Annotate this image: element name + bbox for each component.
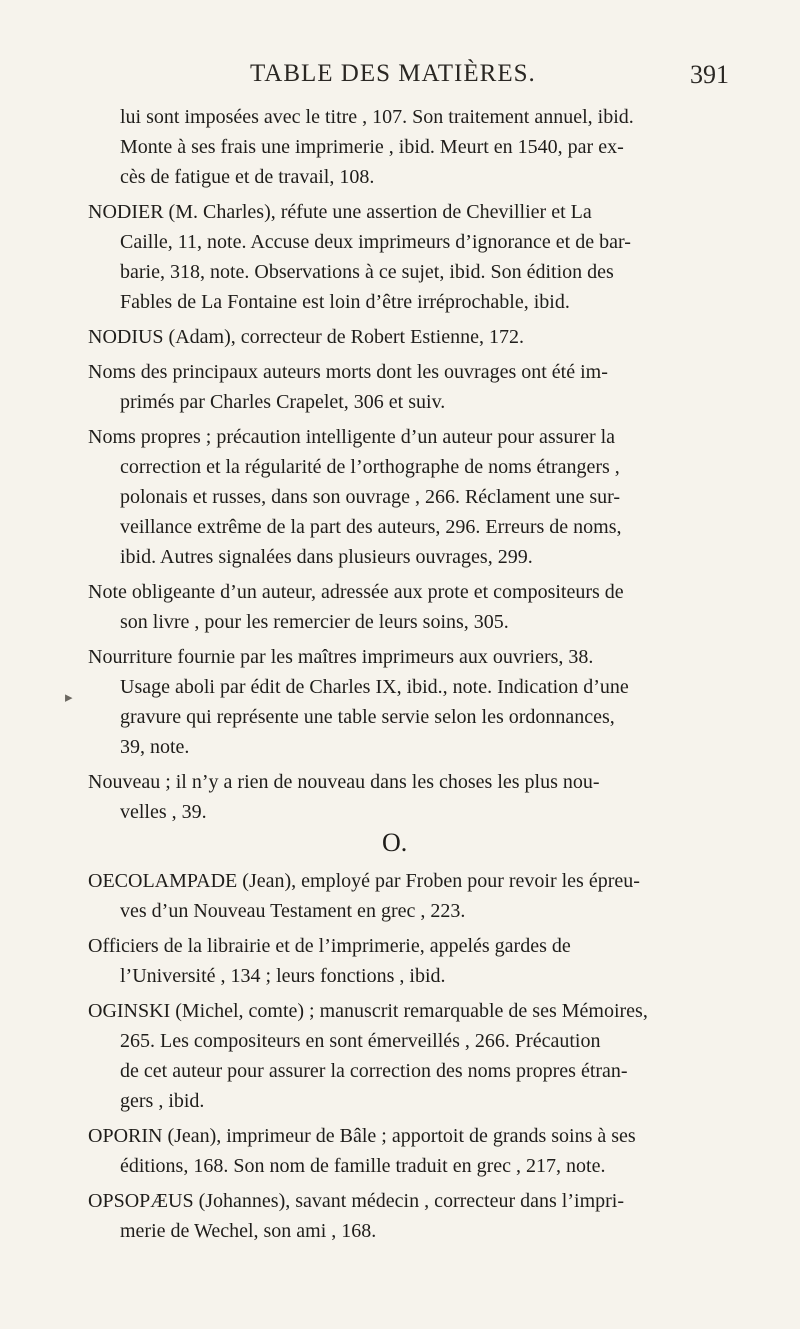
entry-line: éditions, 168. Son nom de famille traduit en grec , 217, note.	[120, 1155, 606, 1177]
entry-line: Usage aboli par édit de Charles IX, ibid., note. Indication d’une	[120, 676, 629, 698]
entry-line: correction et la régularité de l’orthographe de noms étrangers ,	[120, 456, 620, 478]
entry-line: ves d’un Nouveau Testament en grec , 223.	[120, 900, 466, 922]
section-letter-o: O.	[382, 828, 408, 857]
entry-line: lui sont imposées avec le titre , 107. Son traitement annuel, ibid.	[120, 106, 634, 128]
entry-line: merie de Wechel, son ami , 168.	[120, 1220, 377, 1242]
entry-line: gers , ibid.	[120, 1090, 205, 1112]
entry-line: ibid. Autres signalées dans plusieurs ouvrages, 299.	[120, 546, 533, 568]
entry-line: gravure qui représente une table servie selon les ordonnances,	[120, 706, 615, 728]
entry-line: veillance extrême de la part des auteurs, 296. Erreurs de noms,	[120, 516, 622, 538]
entry-line: Noms propres ; précaution intelligente d’un auteur pour assurer la	[88, 426, 616, 448]
entry-line: Nouveau ; il n’y a rien de nouveau dans les choses les plus nou-	[88, 771, 600, 793]
entry-line: Fables de La Fontaine est loin d’être irréprochable, ibid.	[120, 291, 570, 313]
entry-line: cès de fatigue et de travail, 108.	[120, 166, 375, 188]
entry-line: OPSOPÆUS (Johannes), savant médecin , correcteur dans l’impri-	[88, 1190, 624, 1212]
entry-line: Note obligeante d’un auteur, adressée aux prote et compositeurs de	[88, 581, 624, 603]
entry-line: 265. Les compositeurs en sont émerveillés , 266. Précaution	[120, 1030, 601, 1052]
page-number: 391	[690, 60, 729, 89]
entry-line: de cet auteur pour assurer la correction des noms propres étran-	[120, 1060, 628, 1082]
entry-line: l’Université , 134 ; leurs fonctions , ibid.	[120, 965, 446, 987]
entry-line: OGINSKI (Michel, comte) ; manuscrit remarquable de ses Mémoires,	[88, 1000, 648, 1022]
entry-line: NODIUS (Adam), correcteur de Robert Estienne, 172.	[88, 326, 524, 348]
entry-line: OECOLAMPADE (Jean), employé par Froben pour revoir les épreu-	[88, 870, 640, 892]
entry-line: OPORIN (Jean), imprimeur de Bâle ; apportoit de grands soins à ses	[88, 1125, 636, 1147]
entry-line: Monte à ses frais une imprimerie , ibid. Meurt en 1540, par ex-	[120, 136, 624, 158]
entry-line: primés par Charles Crapelet, 306 et suiv.	[120, 391, 446, 413]
entry-line: 39, note.	[120, 736, 190, 758]
entry-line: NODIER (M. Charles), réfute une assertion de Chevillier et La	[88, 201, 592, 223]
entry-line: Officiers de la librairie et de l’imprimerie, appelés gardes de	[88, 935, 571, 957]
running-title: TABLE DES MATIÈRES.	[250, 60, 536, 87]
entry-line: velles , 39.	[120, 801, 207, 823]
entry-line: Caille, 11, note. Accuse deux imprimeurs d’ignorance et de bar-	[120, 231, 631, 253]
entry-line: barie, 318, note. Observations à ce sujet, ibid. Son édition des	[120, 261, 614, 283]
margin-mark: ▸	[65, 690, 73, 706]
entry-line: son livre , pour les remercier de leurs soins, 305.	[120, 611, 509, 633]
entry-line: Nourriture fournie par les maîtres imprimeurs aux ouvriers, 38.	[88, 646, 594, 668]
entry-line: Noms des principaux auteurs morts dont les ouvrages ont été im-	[88, 361, 608, 383]
entry-line: polonais et russes, dans son ouvrage , 266. Réclament une sur-	[120, 486, 621, 508]
